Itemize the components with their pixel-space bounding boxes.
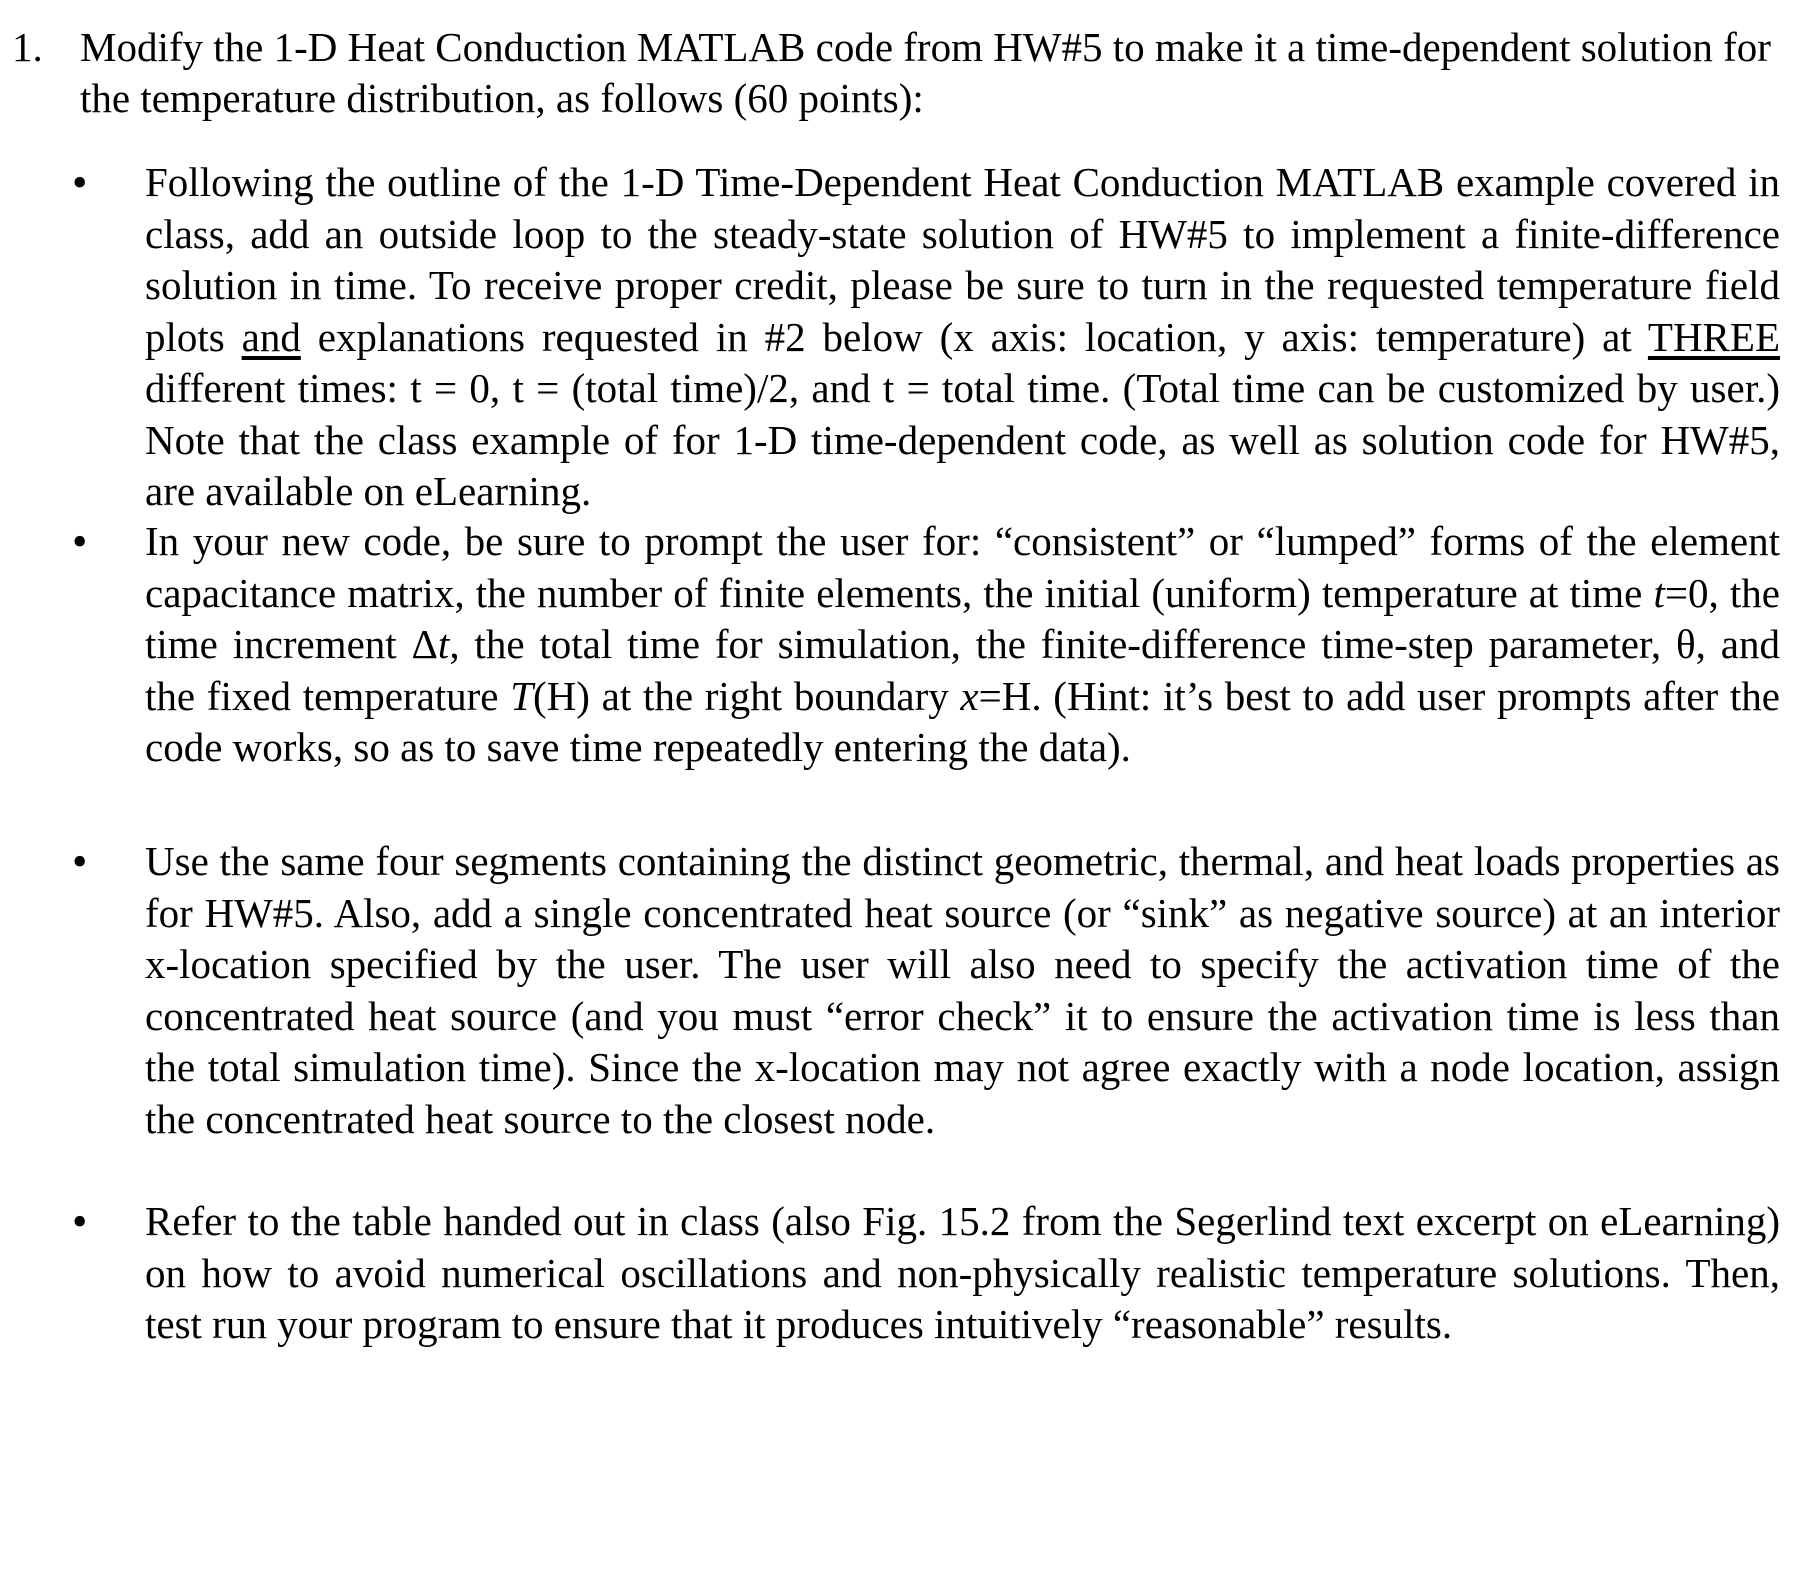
italic-text: t: [437, 621, 450, 667]
text-segment: =H. (Hint: it’s best to add user prompts after the code works, so as to save time repeatedly entering the data).: [145, 672, 1780, 770]
bullet-item-3: [0, 836, 1800, 1145]
question-header: [12, 22, 1792, 124]
text-segment: Use the same four segments containing the distinct geometric, thermal, and heat loads properties as for HW#5. Also, add a single concentrated heat source (or “sink” as negative source) at an interior x-location specified by the user. The user will also need to specify the activation time of the concentrated heat source (and you must “error check” it to ensure the activation time is less than the total simulation time). Since the x-location may not agree exactly with a node location, assign the concentrated heat source to the closest node.: [145, 838, 1780, 1142]
text-segment: different times: t = 0, t = (total time)/2, and t = total time. (Total time can be customized by user.) Note that the class example of for 1-D time-dependent code, as well as solution code for HW#5, are available on eLearning.: [145, 365, 1780, 514]
bullet-item-2: [0, 516, 1800, 774]
question-1: [12, 22, 1792, 124]
bullet-text-4: [145, 1196, 1780, 1351]
bullet-text-3: [145, 836, 1780, 1145]
text-segment: explanations requested in #2 below (x axis: location, y axis: temperature) at: [300, 313, 1648, 360]
text-segment: , the total time for simulation, the finite-difference time-step parameter, θ, and the fixed temperature: [145, 621, 1780, 719]
text-segment: =0, the time increment Δ: [145, 569, 1780, 667]
bullet-point: •: [72, 517, 88, 566]
bullet-point: •: [72, 158, 88, 207]
bullet-item-1: [0, 157, 1800, 518]
italic-text: t: [1653, 569, 1665, 616]
bullet-text-1: [145, 157, 1780, 518]
italic-text: x: [960, 672, 979, 719]
italic-text: T: [510, 672, 534, 719]
text-segment: Following the outline of the 1-D Time-Dependent Heat Conduction MATLAB example covered in class, add an outside loop to the steady-state solution of HW#5 to implement a finite-difference solution in time. To receive proper credit, please be sure to turn in the requested temperature field plots: [145, 159, 1780, 360]
text-segment: (H) at the right boundary: [533, 672, 961, 719]
bullet-point: •: [72, 1197, 88, 1246]
bullet-text-2: [145, 516, 1780, 774]
bullet-point: •: [72, 837, 88, 886]
question-number: 1.: [12, 24, 43, 70]
text-segment: Refer to the table handed out in class (also Fig. 15.2 from the Segerlind text excerpt on eLearning) on how to avoid numerical oscillations and non-physically realistic temperature solutions. Then, test run your program to ensure that it produces intuitively “reasonable” results.: [145, 1198, 1780, 1347]
underlined-text: THREE: [1647, 313, 1780, 360]
text-segment: In your new code, be sure to prompt the user for: “consistent” or “lumped” forms of the element capacitance matrix, the number of finite elements, the initial (uniform) temperature at time: [145, 518, 1780, 616]
bullet-item-4: [0, 1196, 1800, 1351]
underlined-text: and: [241, 313, 301, 360]
question-intro: Modify the 1-D Heat Conduction MATLAB code from HW#5 to make it a time-dependent solution for the temperature distribution, as follows (60 points):: [80, 24, 1771, 121]
